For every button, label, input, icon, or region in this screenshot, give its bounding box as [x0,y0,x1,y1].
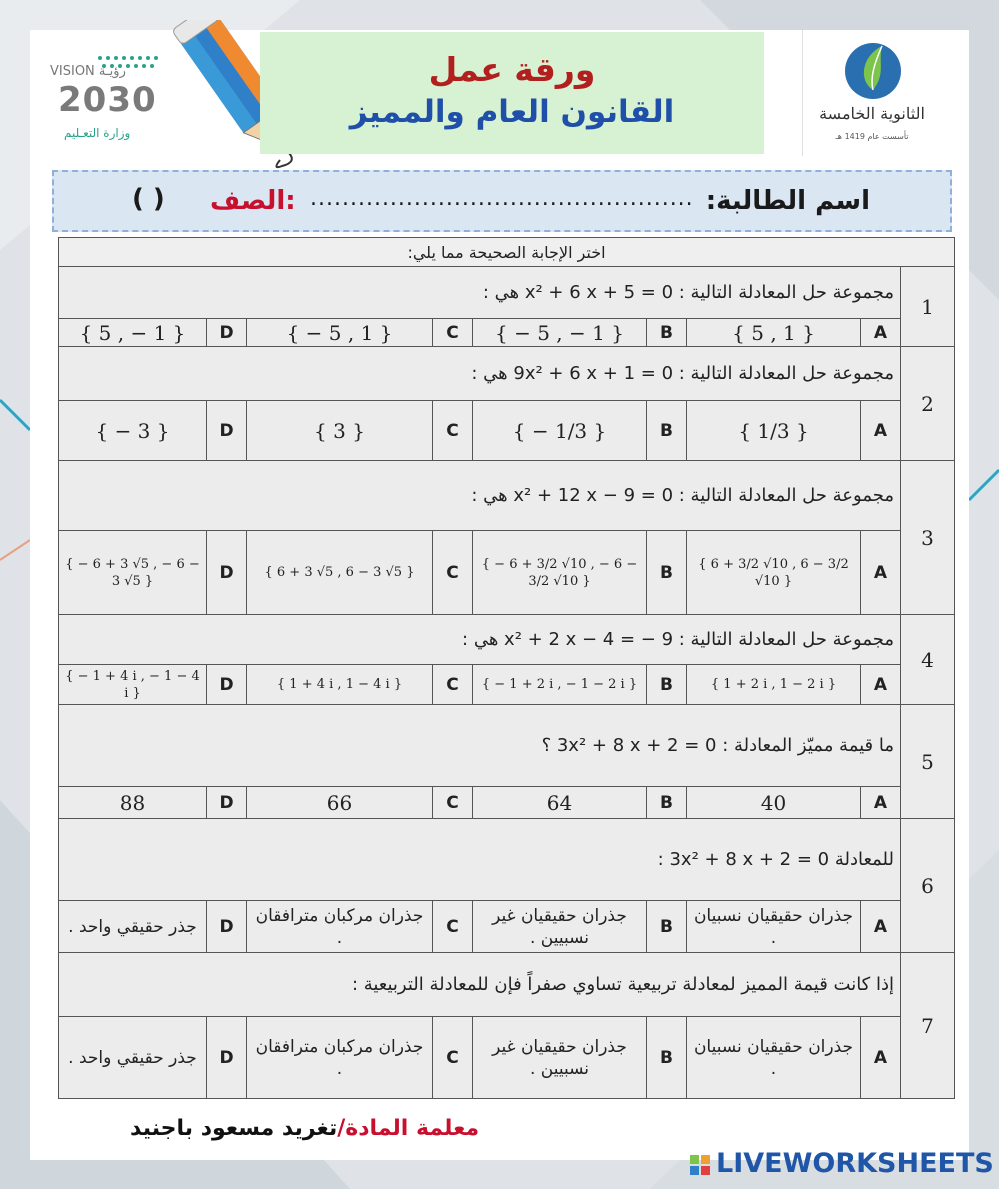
class-blank[interactable]: ( ) [132,184,165,214]
worksheet-title: ورقة عمل [428,50,596,89]
q7-option-b[interactable]: جذران حقيقيان غير نسبيين . [473,1017,647,1099]
q4-option-c[interactable]: { 1 + 4 i , 1 − 4 i } [247,665,433,705]
liveworksheets-logo-icon [690,1155,710,1175]
question-2-number: 2 [901,347,955,461]
title-box [260,32,764,154]
q1-option-b[interactable]: { − 5 , − 1 } [473,319,647,347]
school-logo [802,36,942,156]
q3-option-c[interactable]: { 6 + 3 √5 , 6 − 3 √5 } [247,531,433,615]
question-1-text: مجموعة حل المعادلة التالية : x² + 6 x + 5 = 0 هي : [59,267,901,319]
liveworksheets-watermark[interactable]: LIVEWORKSHEETS [716,1148,994,1179]
vision-year: 2030 [58,80,157,120]
question-2-text: مجموعة حل المعادلة التالية : 9x² + 6 x + 1 = 0 هي : [59,347,901,401]
q1-option-d[interactable]: { 5 , − 1 } [59,319,207,347]
question-3-text: مجموعة حل المعادلة التالية : x² + 12 x − 9 = 0 هي : [59,461,901,531]
q7-option-c[interactable]: جذران مركبان مترافقان . [247,1017,433,1099]
q5-option-b[interactable]: 64 [473,787,647,819]
student-name-blank[interactable]: ................................................ [310,186,694,211]
student-info-bar [52,170,952,232]
q2-option-d[interactable]: { − 3 } [59,401,207,461]
question-1-number: 1 [901,267,955,347]
student-name-label: اسم الطالبة: [705,186,870,216]
q3-option-b[interactable]: { − 6 + 3/2 √10 , − 6 − 3/2 √10 } [473,531,647,615]
worksheet-page [30,30,969,1160]
q4-option-d[interactable]: { − 1 + 4 i , − 1 − 4 i } [59,665,207,705]
q4-option-a[interactable]: { 1 + 2 i , 1 − 2 i } [687,665,861,705]
question-7-number: 7 [901,953,955,1099]
question-4-number: 4 [901,615,955,705]
school-emblem-icon [842,40,904,102]
teacher-role: معلمة المادة/ [337,1116,480,1141]
school-established: تأسست عام 1419 هـ [835,132,909,141]
question-5-number: 5 [901,705,955,819]
q2-option-a[interactable]: { 1/3 } [687,401,861,461]
q5-option-a[interactable]: 40 [687,787,861,819]
class-label: الصف: [210,186,296,216]
q1-option-c[interactable]: { − 5 , 1 } [247,319,433,347]
q6-option-c[interactable]: جذران مركبان مترافقان . [247,901,433,953]
q3-option-d[interactable]: { − 6 + 3 √5 , − 6 − 3 √5 } [59,531,207,615]
q6-option-b[interactable]: جذران حقيقيان غير نسبيين . [473,901,647,953]
vision-2030-logo [50,48,180,148]
q4-option-b[interactable]: { − 1 + 2 i , − 1 − 2 i } [473,665,647,705]
q2-option-b[interactable]: { − 1/3 } [473,401,647,461]
question-4-text: مجموعة حل المعادلة التالية : x² + 2 x − 4 = − 9 هي : [59,615,901,665]
question-6-number: 6 [901,819,955,953]
q6-option-d[interactable]: جذر حقيقي واحد . [59,901,207,953]
q5-option-c[interactable]: 66 [247,787,433,819]
question-3-number: 3 [901,461,955,615]
q5-option-d[interactable]: 88 [59,787,207,819]
vision-label: VISION رؤيـة [50,64,126,79]
question-7-text: إذا كانت قيمة المميز لمعادلة تربيعية تساوي صفراً فإن للمعادلة التربيعية : [59,953,901,1017]
q3-option-a[interactable]: { 6 + 3/2 √10 , 6 − 3/2 √10 } [687,531,861,615]
instructions: اختر الإجابة الصحيحة مما يلي: [59,238,955,267]
q6-option-a[interactable]: جذران حقيقيان نسبيان . [687,901,861,953]
question-6-text: للمعادلة 3x² + 8 x + 2 = 0 : [59,819,901,901]
q1-option-a[interactable]: { 5 , 1 } [687,319,861,347]
teacher-name: تغريد مسعود باجنيد [130,1116,338,1141]
question-5-text: ما قيمة مميّز المعادلة : 3x² + 8 x + 2 = 0 ؟ [59,705,901,787]
ministry-label: وزارة التعـليم [64,126,131,140]
q7-option-a[interactable]: جذران حقيقيان نسبيان . [687,1017,861,1099]
q2-option-c[interactable]: { 3 } [247,401,433,461]
questions-table: اختر الإجابة الصحيحة مما يلي: مجموعة حل المعادلة التالية : x² + 6 x + 5 = 0 هي : 1 { 5 , − 1 } D { − 5 , 1 } C { − 5 , − 1 } B { 5 , 1 } A مجموعة حل المعادلة التالية : 9x² + 6 x + 1 = 0 هي : 2 { − 3 } D { 3 } C { − 1/3 } B { 1/3 } A مجموعة حل المعادلة التالية : x² + 12 x − 9 = 0 هي : 3 { − 6 + 3 √5 , − 6 − 3 √5 } D { 6 + 3 √5 , 6 − 3 √5 } C { − 6 + 3/2 √10 , − 6 − 3/2 √10 } B { 6 + 3/2 √10 , 6 − 3/2 √10 } A مجموعة حل المعادلة التالية : x² + 2 x − 4 = − 9 هي : 4 { − 1 + 4 i , − 1 − 4 i } D { 1 + 4 i , 1 − 4 i } C { − 1 + 2 i , − 1 − 2 i } B { 1 + 2 i , 1 − 2 i } A ما قيمة مميّز المعادلة : 3x² + 8 x + 2 = 0 ؟ 5 88 D 66 C 64 B 40 A للمعادلة 3x² + 8 x + 2 = 0 : 6 جذر حقيقي واحد . D جذران مركبان مترافقان . C جذران حقيقيان غير نسبيين . B جذران حقيقيان نسبيان . A إذا كانت قيمة المميز لمعادلة تربيعية تساوي صفراً فإن للمعادلة التربيعية : 7 جذر حقيقي واحد . D جذران مركبان مترافقان . C جذران حقيقيان غير نسبيين . B جذران حقيقيان نسبيان . A [58,237,955,1099]
school-name: الثانوية الخامسة [819,104,925,123]
q7-option-d[interactable]: جذر حقيقي واحد . [59,1017,207,1099]
teacher-signature [130,1116,479,1141]
worksheet-subtitle: القانون العام والمميز [349,94,675,130]
